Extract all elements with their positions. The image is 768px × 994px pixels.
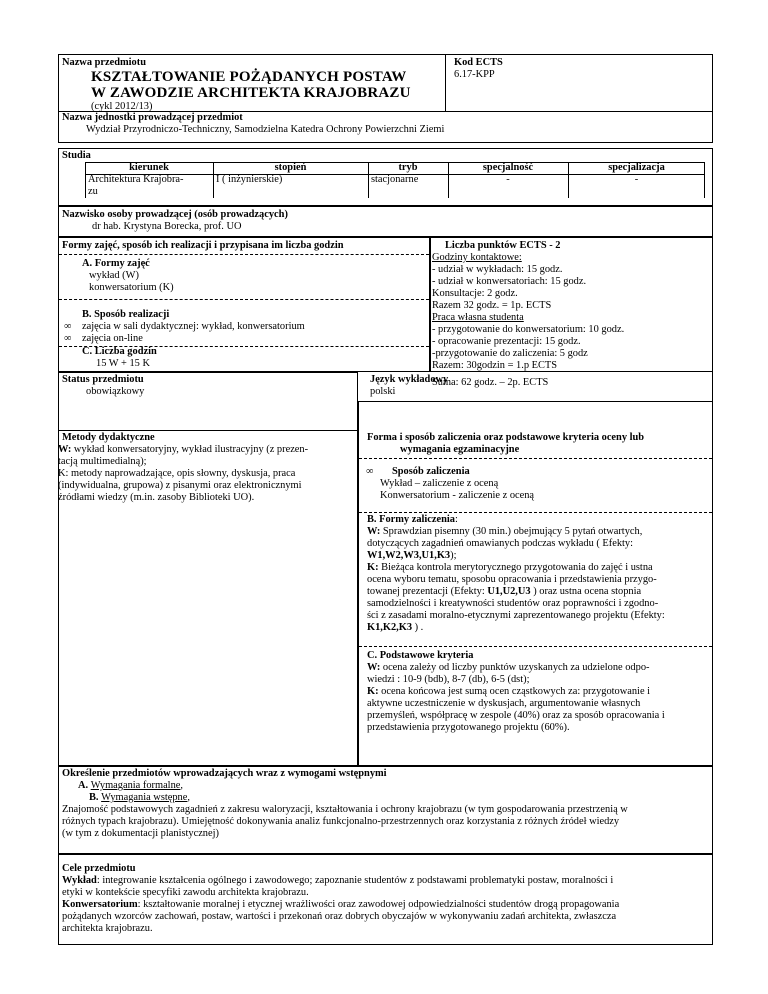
forms-a-item: konwersatorium (K) (89, 282, 174, 293)
course-cycle: (cykl 2012/13) (91, 101, 153, 112)
assessment-c-w-line1 (367, 662, 649, 674)
goals-k-text: : kształtowanie moralnej i etycznej wrażliwości oraz zawodowej odpowiedzialności studentów drogą propagowania (137, 899, 620, 910)
language-value: polski (370, 386, 396, 397)
goals-label: Cele przedmiotu (62, 863, 136, 874)
assessment-label-line1: Forma i sposób zaliczenia oraz podstawowe kryteria oceny lub (367, 432, 645, 443)
assessment-b-k-text: ) oraz ustna ocena stopnia (530, 586, 642, 597)
goals-w-text: : integrowanie kształcenia ogólnego i zawodowego; zapoznanie studentów z podstawami problematyki postaw, moralności i (96, 875, 614, 886)
own-work-item: - opracowanie prezentacji: 15 godz. (432, 336, 581, 347)
assessment-b-k-line6 (367, 622, 423, 634)
studies-header-specjalnosc: specjalność (482, 162, 534, 173)
studies-tryb: stacjonarne (371, 174, 419, 185)
methods-w-line1 (58, 444, 308, 456)
studies-kierunek-line1: Architektura Krajobra- (88, 174, 184, 185)
studies-stopien: I ( inżynierskie) (216, 174, 283, 185)
prerequisites-a (78, 780, 183, 792)
forms-c-value: 15 W + 15 K (96, 358, 150, 369)
methods-k-line1: K: metody naprowadzające, opis słowny, dyskusja, praca (58, 468, 296, 479)
forms-divider (59, 299, 429, 300)
assessment-a-bullet: ∞ (366, 466, 374, 477)
studies-header-kierunek: kierunek (129, 162, 169, 173)
assessment-b-w-line3 (367, 550, 457, 562)
ects-code: 6.17-KPP (454, 69, 495, 80)
assessment-b-k-line4: samodzielności i kreatywności studentów oraz poprawności i zgodno- (367, 598, 659, 609)
prerequisites-a-end: , (180, 780, 183, 791)
assessment-b-w-line1 (367, 526, 642, 538)
studies-specjalnosc: - (506, 174, 510, 185)
methods-w-text: wykład konwersatoryjny, wykład ilustracyjny (z prezen- (71, 444, 309, 455)
unit-value: Wydział Przyrodniczo-Techniczny, Samodzielna Katedra Ochrony Powierzchni Ziemi (86, 124, 445, 135)
assessment-c-w-prefix: W: (367, 662, 381, 673)
prerequisites-b-link[interactable]: Wymagania wstępne (101, 792, 188, 803)
divider (712, 372, 713, 402)
prerequisites-text-line3: (w tym z dokumentacji planistycznej) (62, 828, 219, 839)
assessment-c-k-line2: aktywne uczestniczenie w dyskusjach, argumentowanie własnych (367, 698, 641, 709)
own-work-item: Razem: 30godzin = 1.p ECTS (432, 360, 558, 371)
assessment-b-label: B. Formy zaliczenia (367, 514, 456, 525)
assessment-b-k-line3 (367, 586, 641, 598)
assessment-b-k-end: ) . (412, 622, 424, 633)
assessment-b-w-line2: dotyczących zagadnień omawianych podczas wykładu ( Efekty: (367, 538, 634, 549)
forms-b-bullet: ∞ (64, 321, 72, 332)
assessment-label-line2: wymagania egzaminacyjne (400, 444, 520, 455)
assessment-c-label: C. Podstawowe kryteria (367, 650, 474, 661)
assessment-b-w-end: ); (450, 550, 457, 561)
methods-w-line2: tacją multimedialną); (58, 456, 147, 467)
course-title-line1: KSZTAŁTOWANIE POŻĄDANYCH POSTAW (91, 69, 407, 85)
assessment-c-k-line1 (367, 686, 650, 698)
assessment-c-k-line4: przedstawienia przygotowanego projektu (60%). (367, 722, 570, 733)
assessment-b-k-text: towanej prezentacji (Efekty: (367, 586, 488, 597)
assessment-b-k-line5: ści z zasadami moralno-etycznymi zaprezentowanego projektu (Efekty: (367, 610, 665, 621)
lecturer-label: Nazwisko osoby prowadzącej (osób prowadzących) (62, 209, 288, 220)
own-work-label: Praca własna studenta (432, 312, 524, 323)
forms-b-bullet: ∞ (64, 333, 72, 344)
studies-header-specjalizacja: specjalizacja (608, 162, 665, 173)
header-divider (445, 54, 446, 111)
assessment-c-w-text: ocena zależy od liczby punktów uzyskanych za udzielone odpo- (380, 662, 650, 673)
assessment-c-w-line2: wiedzi : 10-9 (bdb), 8-7 (db), 6-5 (dst); (367, 674, 530, 685)
language-label: Język wykładowy (370, 374, 449, 385)
assessment-c-k-text: ocena końcowa jest sumą ocen cząstkowych za: przygotowanie i (378, 686, 651, 697)
studies-header-stopien: stopień (274, 162, 307, 173)
methods-k-line3: źródłami wiedzy (m.in. zasoby Biblioteki UO). (58, 492, 255, 503)
forms-c-label: C. Liczba godzin (82, 346, 157, 357)
goals-w-line1 (62, 875, 613, 887)
unit-label: Nazwa jednostki prowadzącej przedmiot (62, 112, 243, 123)
status-value: obowiązkowy (86, 386, 145, 397)
goals-k-line3: architekta krajobrazu. (62, 923, 153, 934)
assessment-b-heading (367, 514, 458, 526)
prerequisites-b-prefix: B. (89, 792, 102, 803)
assessment-b-w-prefix: W: (367, 526, 381, 537)
assessment-b-w-text: Sprawdzian pisemny (30 min.) obejmujący 5 pytań otwartych, (380, 526, 643, 537)
goals-k-prefix: Konwersatorium (62, 899, 138, 910)
goals-k-line2: pożądanych wzorców zachowań, postaw, wartości i przekonań oraz dobrych obyczajów w wykonywaniu zadań architekta, zwłaszcza (62, 911, 617, 922)
forms-divider (59, 254, 429, 255)
contact-hours-item: - udział w wykładach: 15 godz. (432, 264, 563, 275)
contact-hours-item: Razem 32 godz. = 1p. ECTS (432, 300, 552, 311)
assessment-b-k-line2: ocena wyboru tematu, sposobu opracowania i przedstawienia przygo- (367, 574, 657, 585)
assessment-b-k-line1 (367, 562, 653, 574)
assessment-b-w-effects: W1,W2,W3,U1,K3 (367, 550, 451, 561)
contact-hours-item: Konsultacje: 2 godz. (432, 288, 518, 299)
ects-points-label: Liczba punktów ECTS - 2 (445, 240, 561, 251)
prerequisites-a-prefix: A. (78, 780, 91, 791)
studies-kierunek-line2: zu (88, 186, 98, 197)
goals-w-prefix: Wykład (62, 875, 97, 886)
assessment-b-k-effects: K1,K2,K3 (367, 622, 413, 633)
forms-a-label: A. Formy zajęć (82, 258, 150, 269)
studies-label: Studia (62, 150, 91, 161)
goals-k-line1 (62, 899, 619, 911)
prerequisites-a-link[interactable]: Wymagania formalne (90, 780, 181, 791)
assessment-a-item: Konwersatorium - zaliczenie z oceną (380, 490, 535, 501)
methods-w-prefix: W: (58, 444, 72, 455)
prerequisites-b (89, 792, 190, 804)
assessment-a-item: Wykład – zaliczenie z oceną (380, 478, 499, 489)
forms-b-label: B. Sposób realizacji (82, 309, 170, 320)
assessment-divider (359, 512, 712, 513)
assessment-b-k-effects: U1,U2,U3 (487, 586, 531, 597)
assessment-a-label: Sposób zaliczenia (392, 466, 470, 477)
prerequisites-text-line1: Znajomość podstawowych zagadnień z zakresu waloryzacji, kształtowania i ochrony krajobrazu (w tym gospodarowania przestrzenią w (62, 804, 628, 815)
prerequisites-text-line2: różnych typach krajobrazu). Umiejętność dokonywania analiz funkcjonalno-przestrzennych oraz korzystania z różnych źródeł wiedzy (62, 816, 620, 827)
goals-w-line2: etyki w kontekście specyfiki zawodu architekta krajobrazu. (62, 887, 309, 898)
assessment-b-k-prefix: K: (367, 562, 379, 573)
studies-specjalizacja: - (634, 174, 639, 185)
contact-hours-item: - udział w konwersatoriach: 15 godz. (432, 276, 587, 287)
forms-a-item: wykład (W) (89, 270, 139, 281)
assessment-divider (359, 646, 712, 647)
ects-sum: Suma: 62 godz. – 2p. ECTS (432, 377, 549, 388)
forms-label: Formy zajęć, sposób ich realizacji i przypisana im liczba godzin (62, 240, 344, 251)
methods-k-line2: (indywidualna, grupowa) z pisanymi oraz elektronicznymi (58, 480, 302, 491)
assessment-divider (359, 458, 712, 459)
forms-b-item: zajęcia on-line (82, 333, 143, 344)
lecturer-value: dr hab. Krystyna Borecka, prof. UO (92, 221, 242, 232)
studies-header-tryb: tryb (398, 162, 418, 173)
assessment-b-k-text: Bieżąca kontrola merytorycznego przygotowania do zajęć i ustna (378, 562, 653, 573)
status-label: Status przedmiotu (62, 374, 144, 385)
course-name-label: Nazwa przedmiotu (62, 57, 146, 68)
assessment-b-colon: : (455, 514, 458, 525)
course-title-line2: W ZAWODZIE ARCHITEKTA KRAJOBRAZU (91, 85, 411, 101)
prerequisites-b-end: , (187, 792, 190, 803)
prerequisites-label: Określenie przedmiotów wprowadzających wraz z wymogami wstępnymi (62, 768, 387, 779)
assessment-c-k-prefix: K: (367, 686, 379, 697)
contact-hours-label: Godziny kontaktowe: (432, 252, 522, 263)
forms-b-item: zajęcia w sali dydaktycznej: wykład, konwersatorium (82, 321, 305, 332)
own-work-item: - przygotowanie do konwersatorium: 10 godz. (432, 324, 625, 335)
ects-code-label: Kod ECTS (454, 57, 503, 68)
methods-label: Metody dydaktyczne (62, 432, 155, 443)
own-work-item: -przygotowanie do zaliczenia: 5 godz (432, 348, 588, 359)
assessment-c-k-line3: przemyśleń, współpracę w zespole (40%) oraz za sposób opracowania i (367, 710, 665, 721)
